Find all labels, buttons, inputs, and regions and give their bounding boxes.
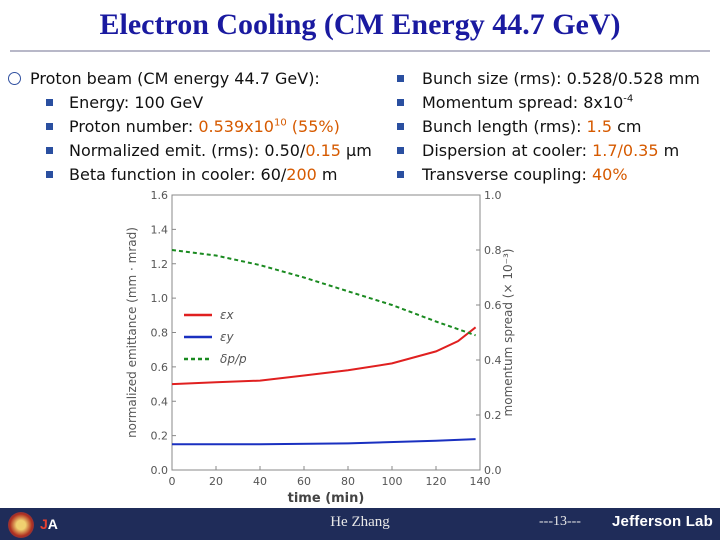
electron-item-bunch-size <box>395 67 700 91</box>
slide-title: Electron Cooling (CM Energy 44.7 GeV) <box>99 8 621 41</box>
x-tick-label: 60 <box>297 475 311 488</box>
y-tick-label: 1.0 <box>150 292 168 306</box>
electron-item-bunch-length <box>395 115 700 139</box>
y-right-tick-label: 1.0 <box>484 189 502 202</box>
y-tick-label: 0.2 <box>150 429 168 443</box>
y-right-tick-label: 0.2 <box>484 409 502 422</box>
page-number: ---13--- <box>539 514 581 529</box>
bunch-length-label: Bunch length (rms): <box>422 117 587 136</box>
y-tick-label: 0.8 <box>150 326 168 340</box>
coupling-label: Transverse coupling: <box>422 165 592 184</box>
x-tick-label: 0 <box>168 475 176 488</box>
title-divider <box>10 50 710 52</box>
proton-number-exponent: 10 <box>273 117 287 129</box>
beta-unit: m <box>316 165 338 184</box>
square-bullet-icon <box>397 123 404 130</box>
plot-layer <box>125 189 515 505</box>
coupling-value: 40% <box>591 165 628 184</box>
proton-beam-header-text: Proton beam (CM energy 44.7 GeV): <box>30 69 320 88</box>
x-axis-label: time (min) <box>287 491 365 505</box>
x-tick-label: 100 <box>381 475 403 488</box>
y-axis-label: normalized emittance (mm · mrad) <box>125 227 139 438</box>
electron-beam-list <box>395 67 700 187</box>
jsa-logo-letter-a: A <box>47 516 58 532</box>
y-right-tick-label: 0.6 <box>484 299 502 312</box>
y-tick-label: 1.6 <box>150 189 168 202</box>
electron-item-dispersion <box>395 139 700 163</box>
proton-number-value: 0.539x10 <box>198 117 274 136</box>
square-bullet-icon <box>46 171 53 178</box>
x-tick-label: 140 <box>469 475 491 488</box>
x-tick-label: 120 <box>425 475 447 488</box>
jsa-logo-letter-j: J <box>40 516 48 532</box>
proton-item-energy <box>8 91 372 115</box>
x-tick-label: 40 <box>253 475 267 488</box>
square-bullet-icon <box>46 123 53 130</box>
x-tick-label: 20 <box>209 475 223 488</box>
square-bullet-icon <box>397 75 404 82</box>
square-bullet-icon <box>397 171 404 178</box>
proton-beam-list <box>8 67 372 187</box>
x-tick-label: 80 <box>341 475 355 488</box>
emittance-label: Normalized emit. (rms): 0.50/ <box>69 141 306 160</box>
square-bullet-icon <box>397 99 404 106</box>
bunch-length-value: 1.5 <box>586 117 612 136</box>
legend-label: εy <box>220 330 234 344</box>
proton-item-number <box>8 115 372 139</box>
plot-frame <box>172 195 480 470</box>
y-tick-label: 0.0 <box>150 464 168 477</box>
bunch-length-unit: cm <box>612 117 642 136</box>
square-bullet-icon <box>397 147 404 154</box>
proton-number-label: Proton number: <box>69 117 199 136</box>
proton-number-percent: (55%) <box>286 117 340 136</box>
emittance-value: 0.15 <box>305 141 341 160</box>
y-right-tick-label: 0.0 <box>484 464 502 477</box>
y-tick-label: 0.6 <box>150 360 168 374</box>
jsa-logo <box>40 512 74 536</box>
y-right-axis-label: momentum spread (× 10⁻³) <box>501 248 515 417</box>
emittance-unit: μm <box>340 141 372 160</box>
proton-beam-header <box>8 67 372 91</box>
dispersion-unit: m <box>658 141 680 160</box>
momentum-spread-exponent: -4 <box>623 93 634 105</box>
y-right-tick-label: 0.8 <box>484 244 502 257</box>
legend-label: δp/p <box>220 352 247 366</box>
y-right-tick-label: 0.4 <box>484 354 502 367</box>
institution-seal-icon <box>8 512 34 538</box>
author-name: He Zhang <box>330 514 390 530</box>
proton-energy-text: Energy: 100 GeV <box>69 93 204 112</box>
y-tick-label: 1.2 <box>150 257 168 271</box>
dispersion-label: Dispersion at cooler: <box>422 141 593 160</box>
proton-item-beta <box>8 163 372 187</box>
square-bullet-icon <box>46 99 53 106</box>
jefferson-lab-logo: Jefferson Lab <box>612 513 713 530</box>
beta-label: Beta function in cooler: 60/ <box>69 165 287 184</box>
bunch-size-text: Bunch size (rms): 0.528/0.528 mm <box>422 69 700 88</box>
electron-item-momentum-spread <box>395 91 700 115</box>
y-tick-label: 0.4 <box>150 395 168 409</box>
square-bullet-icon <box>46 147 53 154</box>
beta-value: 200 <box>286 165 317 184</box>
momentum-spread-label: Momentum spread: 8x10 <box>422 93 624 112</box>
dispersion-value: 1.7/0.35 <box>592 141 659 160</box>
legend-label: εx <box>220 308 234 322</box>
electron-item-coupling <box>395 163 700 187</box>
hollow-circle-bullet-icon <box>8 72 21 85</box>
emittance-cooling-chart <box>100 185 520 505</box>
y-tick-label: 1.4 <box>150 223 168 237</box>
proton-item-emittance <box>8 139 372 163</box>
